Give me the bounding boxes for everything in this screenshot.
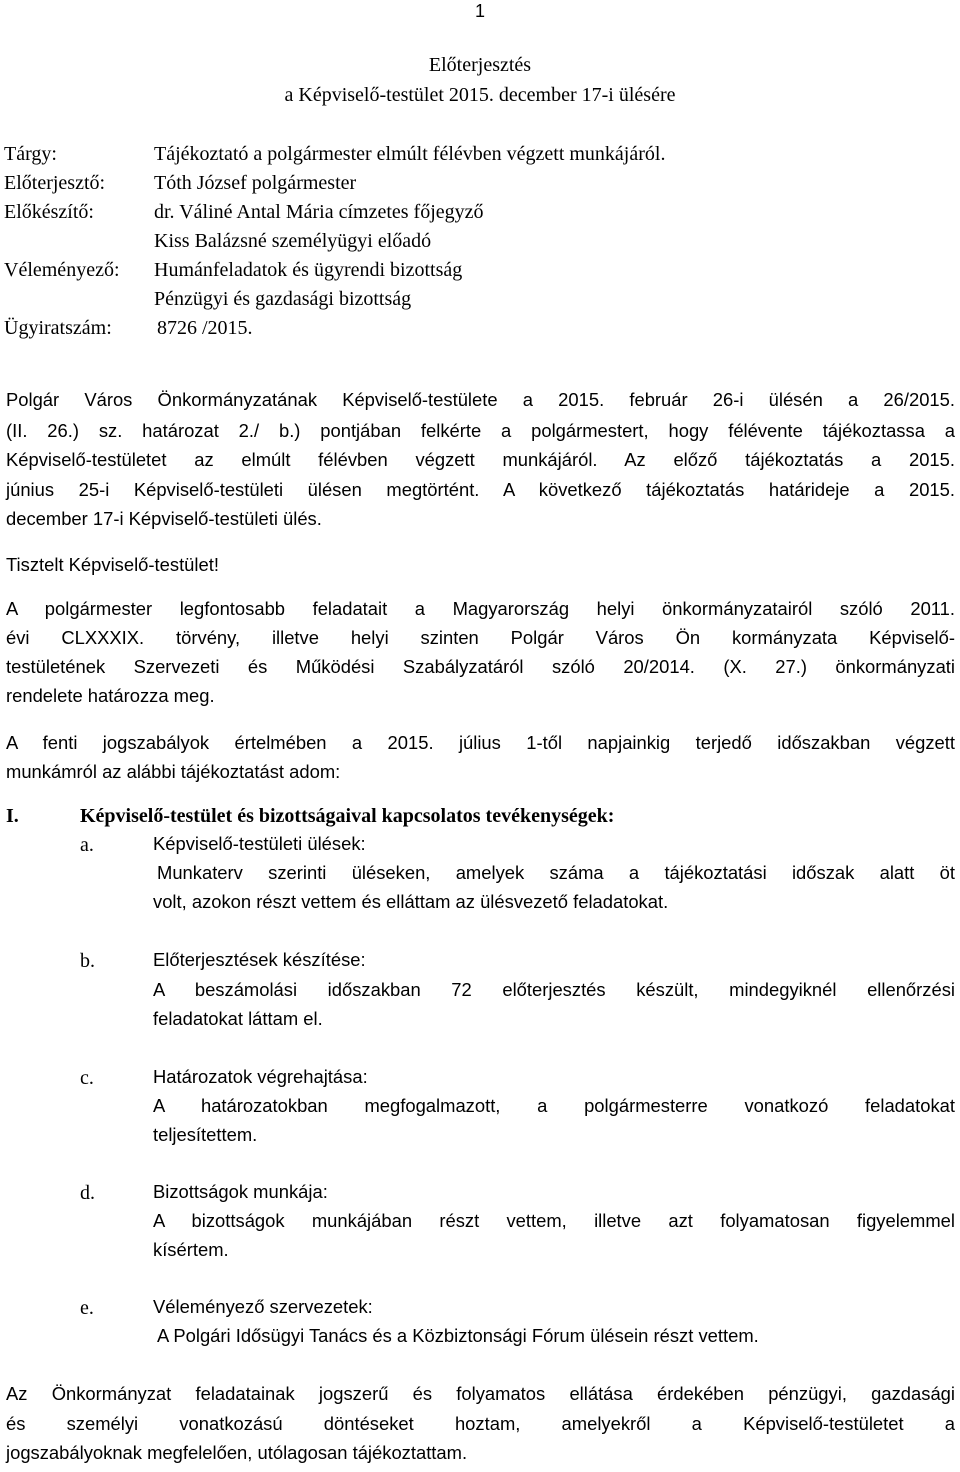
document-subtitle: a Képviselő-testület 2015. december 17-i ülésére: [284, 84, 676, 106]
item-b-line-2: feladatokat láttam el.: [153, 1008, 323, 1029]
velemenyezo-value-1: Humánfeladatok és ügyrendi bizottság: [154, 259, 463, 281]
item-c-line-2: teljesítettem.: [153, 1124, 258, 1145]
item-heading-b: Előterjesztések készítése:: [153, 949, 366, 970]
item-a-line-1: Munkaterv szerinti üléseken, amelyek száma a tájékoztatási időszak alatt öt: [157, 862, 955, 883]
item-letter-a: a.: [80, 834, 94, 856]
ugyiratszam-value: 8726 /2015.: [157, 317, 253, 339]
para2-line-1: A fenti jogszabályok értelmében a 2015. július 1-től napjainkig terjedő időszakban végzett: [6, 732, 955, 753]
eloterjeszto-label: Előterjesztő:: [4, 172, 106, 194]
eloterjeszto-value: Tóth József polgármester: [154, 172, 357, 194]
item-heading-a: Képviselő-testületi ülések:: [153, 833, 366, 854]
item-heading-e: Véleményező szervezetek:: [153, 1296, 373, 1317]
elokeszito-value-1: dr. Váliné Antal Mária címzetes főjegyző: [154, 201, 484, 223]
item-letter-e: e.: [80, 1297, 94, 1319]
item-d-line-2: kísértem.: [153, 1239, 229, 1260]
item-c-line-1: A határozatokban megfogalmazott, a polgármesterre vonatkozó feladatokat: [153, 1095, 955, 1116]
intro-line-4: június 25-i Képviselő-testületi ülésen megtörtént. A következő tájékoztatás határideje a 2015.: [6, 479, 955, 500]
para1-line-1: A polgármester legfontosabb feladatait a Magyarország helyi önkormányzatairól szóló 2011.: [6, 598, 955, 619]
targy-value: Tájékoztató a polgármester elmúlt félévben végzett munkájáról.: [154, 143, 666, 165]
intro-line-3: Képviselő-testületet az elmúlt félévben végzett munkájáról. Az előző tájékoztatás a 2015.: [6, 449, 955, 470]
intro-line-2: (II. 26.) sz. határozat 2./ b.) pontjában felkérte a polgármestert, hogy félévente tájékoztassa a: [6, 420, 955, 441]
item-heading-d: Bizottságok munkája:: [153, 1181, 328, 1202]
item-b-line-1: A beszámolási időszakban 72 előterjesztés készült, mindegyiknél ellenőrzési: [153, 979, 955, 1000]
intro-line-5: december 17-i Képviselő-testületi ülés.: [6, 508, 322, 529]
para1-line-3: testületének Szervezeti és Működési Szabályzatáról szóló 20/2014. (X. 27.) önkormányzati: [6, 656, 955, 677]
para2-line-2: munkámról az alábbi tájékoztatást adom:: [6, 761, 341, 782]
para1-line-4: rendelete határozza meg.: [6, 685, 215, 706]
greeting: Tisztelt Képviselő-testület!: [6, 554, 219, 575]
section-number: I.: [6, 805, 19, 827]
section-title: Képviselő-testület és bizottságaival kapcsolatos tevékenységek:: [80, 805, 615, 827]
velemenyezo-label: Véleményező:: [4, 259, 120, 281]
ugyiratszam-label: Ügyiratszám:: [4, 317, 112, 339]
elokeszito-label: Előkészítő:: [4, 201, 94, 223]
document-title: Előterjesztés: [428, 54, 532, 76]
velemenyezo-value-2: Pénzügyi és gazdasági bizottság: [154, 288, 412, 310]
elokeszito-value-2: Kiss Balázsné személyügyi előadó: [154, 230, 432, 252]
item-heading-c: Határozatok végrehajtása:: [153, 1066, 368, 1087]
item-letter-d: d.: [80, 1182, 95, 1204]
closing-line-1: Az Önkormányzat feladatainak jogszerű és folyamatos ellátása érdekében pénzügyi, gazdasági: [6, 1383, 955, 1404]
targy-label: Tárgy:: [4, 143, 57, 165]
item-letter-c: c.: [80, 1067, 94, 1089]
item-e-line-1: A Polgári Idősügyi Tanács és a Közbiztonsági Fórum ülésein részt vettem.: [157, 1325, 759, 1346]
item-letter-b: b.: [80, 950, 95, 972]
intro-line-1: Polgár Város Önkormányzatának Képviselő-testülete a 2015. február 26-i ülésén a 26/2015.: [6, 389, 955, 410]
closing-line-3: jogszabályoknak megfelelően, utólagosan tájékoztattam.: [6, 1442, 468, 1463]
page-number: 1: [475, 1, 486, 21]
closing-line-2: és személyi vonatkozású döntéseket hoztam, amelyekről a Képviselő-testületet a: [6, 1413, 955, 1434]
item-a-line-2: volt, azokon részt vettem és elláttam az ülésvezető feladatokat.: [153, 891, 669, 912]
para1-line-2: évi CLXXXIX. törvény, illetve helyi szinten Polgár Város Ön kormányzata Képviselő-: [6, 627, 955, 648]
item-d-line-1: A bizottságok munkájában részt vettem, illetve azt folyamatosan figyelemmel: [153, 1210, 955, 1231]
